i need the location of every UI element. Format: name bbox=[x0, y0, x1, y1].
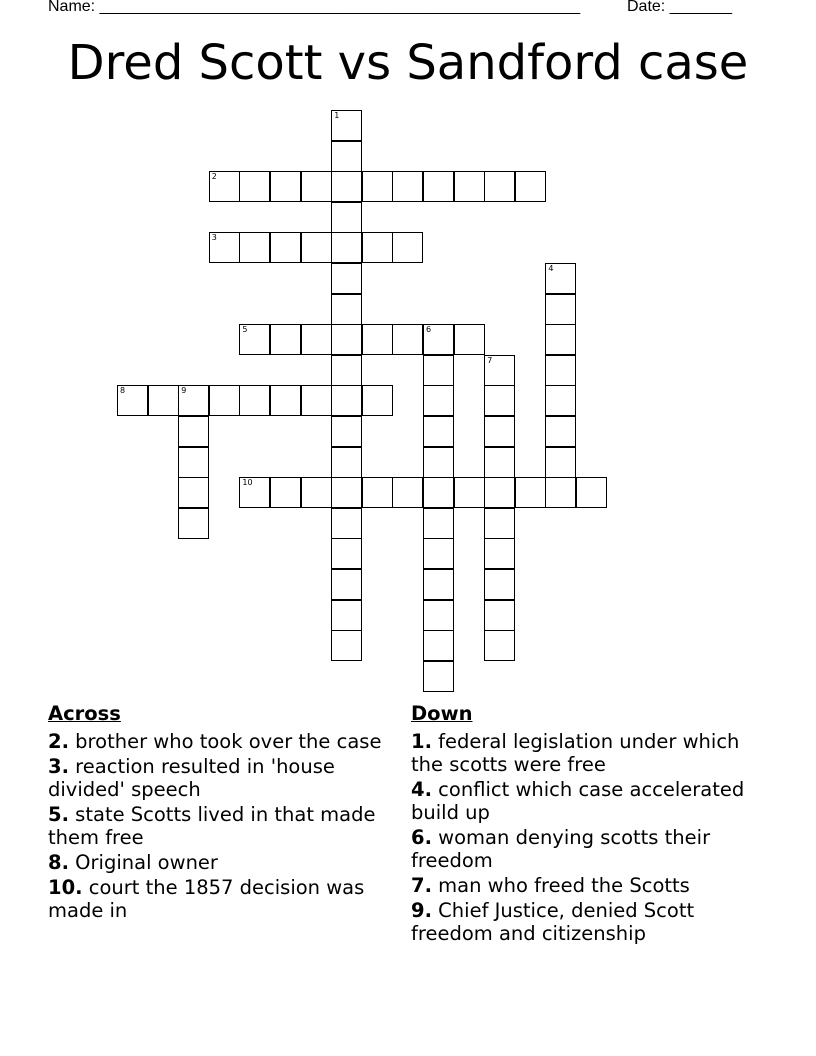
grid-cell[interactable] bbox=[301, 171, 332, 202]
grid-cell[interactable] bbox=[423, 569, 454, 600]
grid-cell[interactable] bbox=[545, 447, 576, 478]
grid-cell[interactable] bbox=[362, 171, 393, 202]
grid-cell[interactable] bbox=[178, 447, 209, 478]
grid-cell[interactable] bbox=[362, 477, 393, 508]
grid-cell[interactable] bbox=[423, 447, 454, 478]
clue-number: 7. bbox=[411, 874, 432, 897]
grid-cell[interactable] bbox=[545, 263, 576, 294]
grid-cell[interactable] bbox=[331, 385, 362, 416]
clue-text: woman denying scotts their freedom bbox=[411, 826, 711, 872]
clue-number: 10. bbox=[48, 876, 83, 899]
cell-number: 2 bbox=[211, 172, 217, 182]
across-clues bbox=[48, 702, 408, 924]
clue-text: Chief Justice, denied Scott freedom and citizenship bbox=[411, 899, 695, 945]
grid-cell[interactable] bbox=[301, 232, 332, 263]
grid-cell[interactable] bbox=[270, 324, 301, 355]
grid-cell[interactable] bbox=[392, 232, 423, 263]
puzzle-title: Dred Scott vs Sandford case bbox=[67, 35, 749, 91]
cell-number: 7 bbox=[487, 355, 493, 365]
grid-cell[interactable] bbox=[423, 630, 454, 661]
cell-number: 9 bbox=[181, 386, 187, 396]
across-clue bbox=[48, 755, 408, 801]
down-clue bbox=[411, 826, 771, 872]
grid-cell[interactable] bbox=[545, 294, 576, 325]
down-clue bbox=[411, 730, 771, 776]
grid-cell[interactable] bbox=[392, 477, 423, 508]
grid-cell[interactable] bbox=[515, 171, 546, 202]
grid-cell[interactable] bbox=[484, 447, 515, 478]
across-clue bbox=[48, 851, 408, 874]
clue-text: reaction resulted in 'house divided' speech bbox=[48, 755, 335, 801]
grid-cell[interactable] bbox=[423, 355, 454, 386]
grid-cell[interactable] bbox=[331, 630, 362, 661]
grid-cell[interactable] bbox=[331, 202, 362, 233]
grid-cell[interactable] bbox=[331, 324, 362, 355]
grid-cell[interactable] bbox=[392, 324, 423, 355]
grid-cell[interactable] bbox=[178, 416, 209, 447]
grid-cell[interactable] bbox=[545, 385, 576, 416]
grid-cell[interactable] bbox=[239, 385, 270, 416]
grid-cell[interactable] bbox=[423, 324, 454, 355]
grid-cell[interactable] bbox=[331, 110, 362, 141]
grid-cell[interactable] bbox=[423, 171, 454, 202]
grid-cell[interactable] bbox=[209, 385, 240, 416]
clue-number: 3. bbox=[48, 755, 69, 778]
grid-cell[interactable] bbox=[545, 324, 576, 355]
clue-number: 9. bbox=[411, 899, 432, 922]
down-clue bbox=[411, 899, 771, 945]
grid-cell[interactable] bbox=[331, 600, 362, 631]
grid-cell[interactable] bbox=[362, 385, 393, 416]
clue-number: 1. bbox=[411, 730, 432, 753]
grid-cell[interactable] bbox=[484, 600, 515, 631]
grid-cell[interactable] bbox=[392, 171, 423, 202]
down-clue bbox=[411, 778, 771, 824]
cell-number: 1 bbox=[334, 111, 340, 120]
grid-cell[interactable] bbox=[331, 355, 362, 386]
grid-cell[interactable] bbox=[239, 324, 270, 355]
clue-text: man who freed the Scotts bbox=[431, 874, 690, 897]
grid-cell[interactable] bbox=[484, 355, 515, 386]
down-clue bbox=[411, 874, 771, 897]
clue-number: 8. bbox=[48, 851, 69, 874]
grid-cell[interactable] bbox=[484, 569, 515, 600]
grid-cell[interactable] bbox=[423, 385, 454, 416]
grid-cell[interactable] bbox=[331, 141, 362, 172]
grid-cell[interactable] bbox=[331, 538, 362, 569]
grid-cell[interactable] bbox=[484, 171, 515, 202]
grid-cell[interactable] bbox=[576, 477, 607, 508]
grid-cell[interactable] bbox=[454, 324, 485, 355]
grid-cell[interactable] bbox=[239, 171, 270, 202]
across-clue bbox=[48, 730, 408, 753]
grid-cell[interactable] bbox=[331, 477, 362, 508]
clue-number: 5. bbox=[48, 803, 69, 826]
grid-cell[interactable] bbox=[454, 171, 485, 202]
grid-cell[interactable] bbox=[484, 630, 515, 661]
grid-cell[interactable] bbox=[239, 232, 270, 263]
grid-cell[interactable] bbox=[331, 232, 362, 263]
clue-number: 6. bbox=[411, 826, 432, 849]
grid-cell[interactable] bbox=[178, 508, 209, 539]
grid-cell[interactable] bbox=[423, 538, 454, 569]
clue-text: conflict which case accelerated build up bbox=[411, 778, 745, 824]
clue-text: court the 1857 decision was made in bbox=[48, 876, 365, 922]
grid-cell[interactable] bbox=[178, 477, 209, 508]
grid-cell[interactable] bbox=[209, 232, 240, 263]
clue-text: state Scotts lived in that made them free bbox=[48, 803, 376, 849]
name-field[interactable]: Name: ______________________________________________________ bbox=[48, 0, 581, 15]
clue-text: federal legislation under which the scotts were free bbox=[411, 730, 740, 776]
clue-number: 2. bbox=[48, 730, 69, 753]
grid-cell[interactable] bbox=[301, 324, 332, 355]
grid-cell[interactable] bbox=[331, 569, 362, 600]
grid-cell[interactable] bbox=[301, 477, 332, 508]
grid-cell[interactable] bbox=[239, 477, 270, 508]
grid-cell[interactable] bbox=[270, 232, 301, 263]
cell-number: 6 bbox=[426, 325, 432, 335]
grid-cell[interactable] bbox=[362, 324, 393, 355]
across-clue bbox=[48, 803, 408, 849]
grid-cell[interactable] bbox=[484, 508, 515, 539]
grid-cell[interactable] bbox=[331, 263, 362, 294]
cell-number: 4 bbox=[548, 264, 554, 273]
grid-cell[interactable] bbox=[331, 294, 362, 325]
grid-cell[interactable] bbox=[454, 477, 485, 508]
clue-text: Original owner bbox=[68, 851, 218, 874]
grid-cell[interactable] bbox=[270, 477, 301, 508]
grid-cell[interactable] bbox=[178, 385, 209, 416]
grid-cell[interactable] bbox=[209, 171, 240, 202]
cell-number: 3 bbox=[211, 233, 217, 243]
grid-cell[interactable] bbox=[331, 171, 362, 202]
grid-cell[interactable] bbox=[515, 477, 546, 508]
grid-cell[interactable] bbox=[484, 538, 515, 569]
down-heading: Down bbox=[411, 702, 473, 725]
grid-cell[interactable] bbox=[270, 171, 301, 202]
grid-cell[interactable] bbox=[423, 661, 454, 692]
down-clues bbox=[411, 702, 771, 947]
cell-number: 10 bbox=[242, 478, 253, 488]
clue-number: 4. bbox=[411, 778, 432, 801]
cell-number: 5 bbox=[242, 325, 248, 335]
grid-cell[interactable] bbox=[423, 508, 454, 539]
grid-cell[interactable] bbox=[270, 385, 301, 416]
grid-cell[interactable] bbox=[331, 508, 362, 539]
grid-cell[interactable] bbox=[423, 600, 454, 631]
grid-cell[interactable] bbox=[484, 416, 515, 447]
clue-text: brother who took over the case bbox=[68, 730, 382, 753]
cell-number: 8 bbox=[120, 386, 126, 396]
grid-cell[interactable] bbox=[148, 385, 179, 416]
grid-cell[interactable] bbox=[423, 477, 454, 508]
grid-cell[interactable] bbox=[545, 355, 576, 386]
grid-cell[interactable] bbox=[423, 416, 454, 447]
grid-cell[interactable] bbox=[331, 416, 362, 447]
grid-cell[interactable] bbox=[301, 385, 332, 416]
grid-cell[interactable] bbox=[484, 477, 515, 508]
grid-cell[interactable] bbox=[545, 477, 576, 508]
header-row bbox=[48, 0, 748, 20]
grid-cell[interactable] bbox=[545, 416, 576, 447]
grid-cell[interactable] bbox=[484, 385, 515, 416]
grid-cell[interactable] bbox=[331, 447, 362, 478]
across-clue bbox=[48, 876, 408, 922]
grid-cell[interactable] bbox=[362, 232, 393, 263]
grid-cell[interactable] bbox=[117, 385, 148, 416]
date-field[interactable]: Date: _______ bbox=[627, 0, 732, 15]
across-heading: Across bbox=[48, 702, 121, 725]
